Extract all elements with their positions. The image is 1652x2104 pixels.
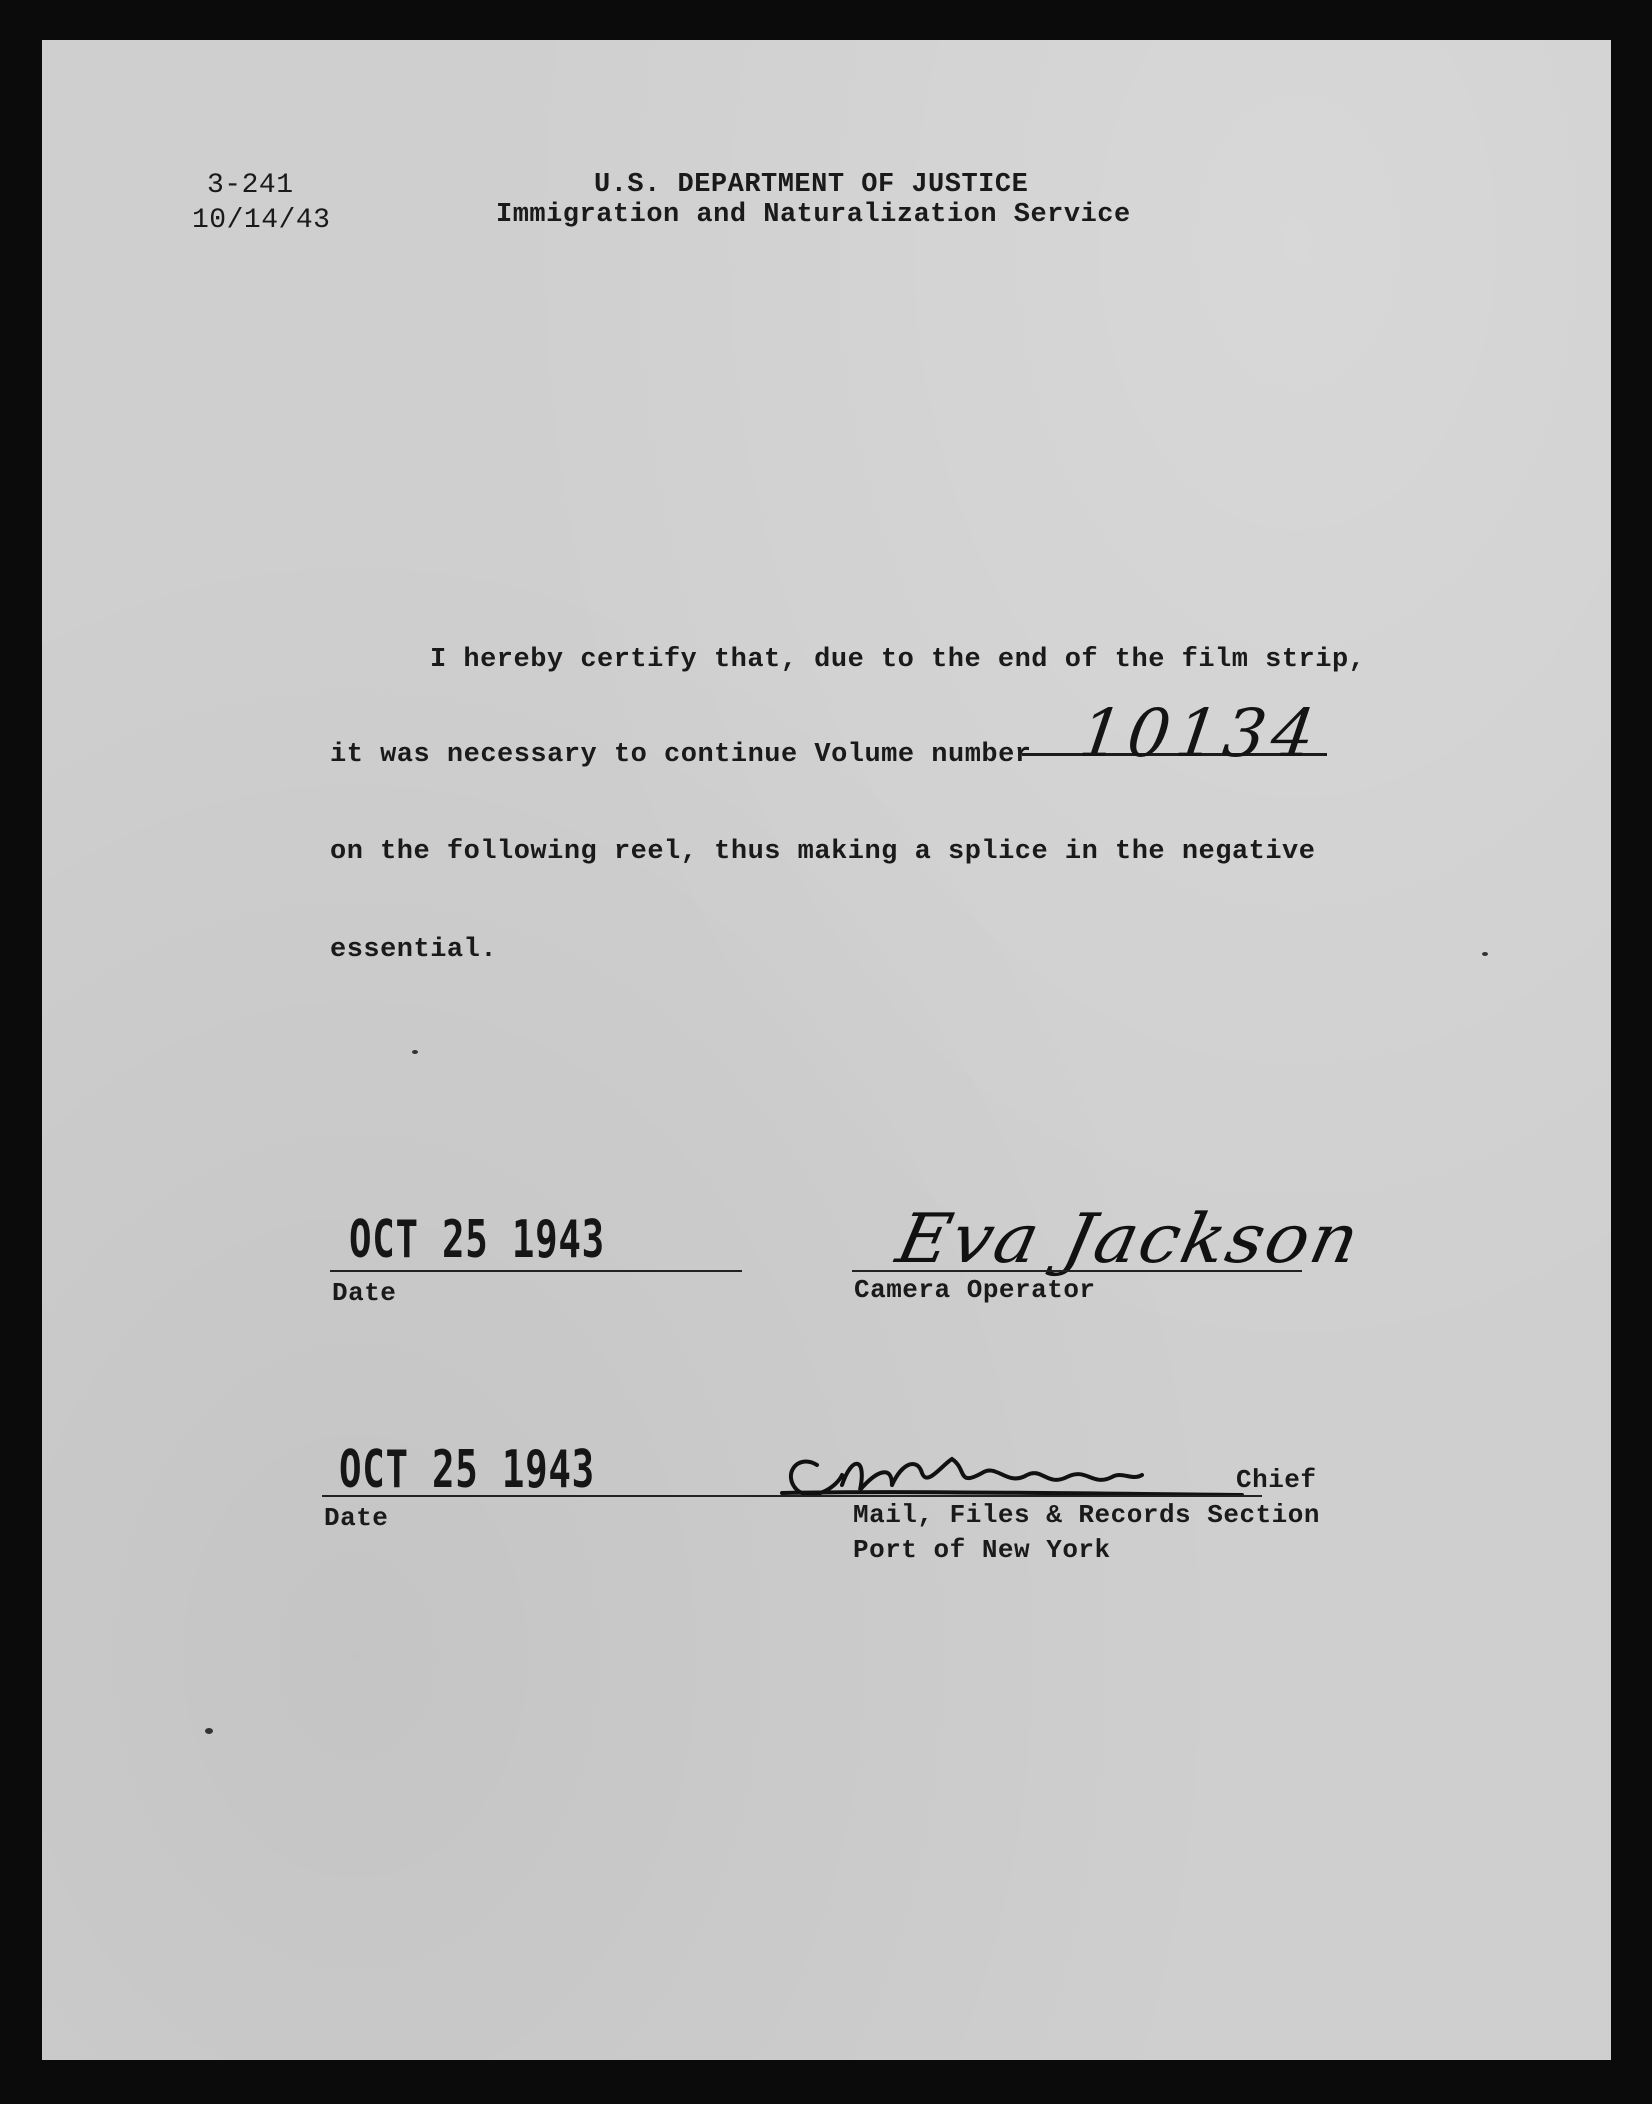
chief-section-label: Mail, Files & Records Section [853, 1500, 1320, 1530]
chief-signature-line [742, 1495, 1262, 1497]
camera-operator-label: Camera Operator [854, 1275, 1096, 1305]
paper-speck [205, 1728, 213, 1734]
chief-date-label: Date [324, 1503, 389, 1533]
chief-date-stamp: OCT 25 1943 [339, 1440, 595, 1500]
camera-operator-signature: Eva Jackson [890, 1200, 1368, 1279]
certification-line-4: essential. [330, 935, 498, 965]
paper-speck [1482, 952, 1488, 956]
paper-speck [412, 1050, 418, 1054]
camera-date-stamp: OCT 25 1943 [349, 1210, 605, 1270]
chief-port-label: Port of New York [853, 1535, 1111, 1565]
form-date: 10/14/43 [192, 205, 331, 236]
chief-date-line [322, 1495, 742, 1497]
service-title: Immigration and Naturalization Service [496, 200, 1131, 230]
camera-date-line [330, 1270, 742, 1272]
camera-date-label: Date [332, 1278, 397, 1308]
chief-title-label: Chief [1236, 1465, 1317, 1495]
form-number: 3-241 [207, 170, 294, 201]
department-title: U.S. DEPARTMENT OF JUSTICE [594, 170, 1029, 200]
certification-line-3: on the following reel, thus making a splice in the negative [330, 837, 1316, 867]
camera-operator-line [852, 1270, 1302, 1272]
certification-line-1: I hereby certify that, due to the end of the film strip, [430, 645, 1366, 675]
certificate-page [42, 40, 1611, 2060]
certification-line-2: it was necessary to continue Volume number [330, 740, 1032, 770]
volume-number-handwritten: 10134 [1074, 695, 1326, 772]
